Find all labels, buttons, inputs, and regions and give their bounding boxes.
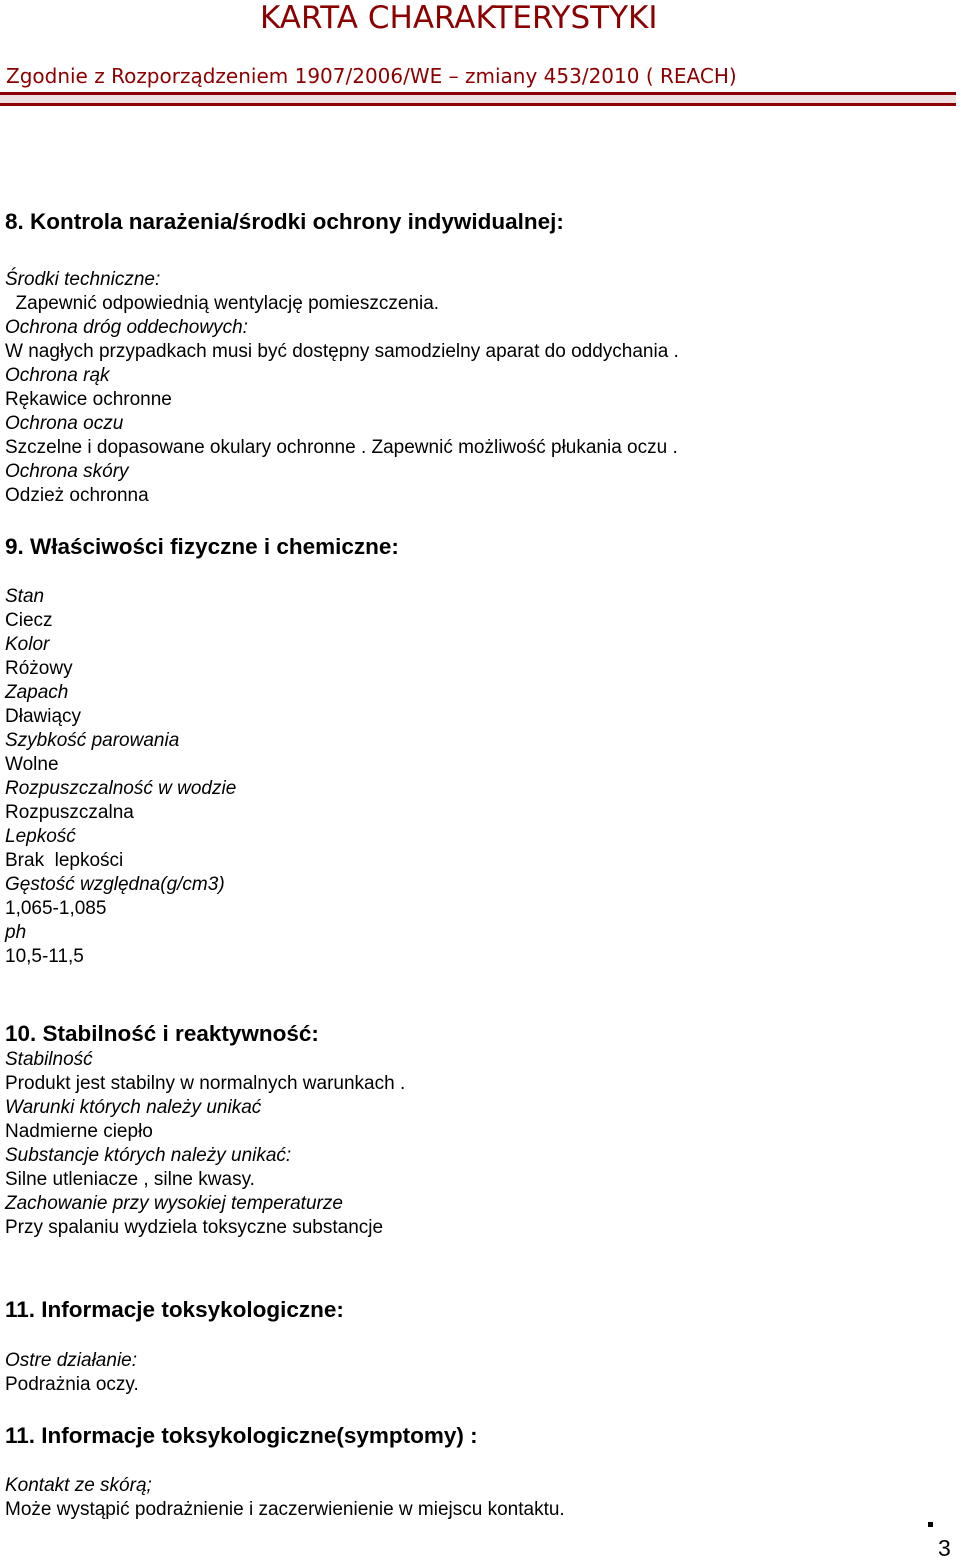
label-srodki-techniczne: Środki techniczne: xyxy=(5,269,161,290)
value-warunki-unikac: Nadmierne ciepło xyxy=(5,1121,153,1142)
value-ostre-dzialanie: Podrażnia oczy. xyxy=(5,1374,139,1395)
value-rozpuszczalnosc: Rozpuszczalna xyxy=(5,802,134,823)
label-ostre-dzialanie: Ostre działanie: xyxy=(5,1350,138,1371)
label-substancje-unikac: Substancje których należy unikać: xyxy=(5,1145,292,1166)
value-kontakt-ze-skora: Może wystąpić podrażnienie i zaczerwienienie w miejscu kontaktu. xyxy=(5,1499,565,1520)
header-divider xyxy=(0,92,956,106)
value-zapach: Dławiący xyxy=(5,706,82,727)
label-zapach: Zapach xyxy=(5,682,69,703)
label-ochrona-drog-oddechowych: Ochrona dróg oddechowych: xyxy=(5,317,248,338)
label-szybkosc-parowania: Szybkość parowania xyxy=(5,730,180,751)
label-gestosc-wzgledna: Gęstość względna(g/cm3) xyxy=(5,874,225,895)
corner-mark xyxy=(928,1522,933,1527)
value-ochrona-rak: Rękawice ochronne xyxy=(5,389,172,410)
header-subtitle: Zgodnie z Rozporządzeniem 1907/2006/WE – zmiany 453/2010 ( REACH) xyxy=(6,64,737,88)
value-ochrona-skory: Odzież ochronna xyxy=(5,485,149,506)
value-ph: 10,5-11,5 xyxy=(5,946,84,967)
label-kolor: Kolor xyxy=(5,634,50,655)
section-10-heading: 10. Stabilność i reaktywność: xyxy=(5,1021,319,1046)
value-lepkosc: Brak lepkości xyxy=(5,850,124,871)
label-ochrona-skory: Ochrona skóry xyxy=(5,461,129,482)
value-wysoka-temperatura: Przy spalaniu wydziela toksyczne substancje xyxy=(5,1217,384,1238)
label-ochrona-rak: Ochrona rąk xyxy=(5,365,110,386)
label-warunki-unikac: Warunki których należy unikać xyxy=(5,1097,262,1118)
header-title: KARTA CHARAKTERYSTYKI xyxy=(260,0,658,36)
label-wysoka-temperatura: Zachowanie przy wysokiej temperaturze xyxy=(5,1193,343,1214)
value-kolor: Różowy xyxy=(5,658,73,679)
section-11-symptoms-heading: 11. Informacje toksykologiczne(symptomy) : xyxy=(5,1423,478,1448)
label-rozpuszczalnosc: Rozpuszczalność w wodzie xyxy=(5,778,237,799)
label-ph: ph xyxy=(5,922,27,943)
label-kontakt-ze-skora: Kontakt ze skórą; xyxy=(5,1475,152,1496)
label-ochrona-oczu: Ochrona oczu xyxy=(5,413,124,434)
value-ochrona-oczu: Szczelne i dopasowane okulary ochronne . Zapewnić możliwość płukania oczu . xyxy=(5,437,678,458)
value-srodki-techniczne: Zapewnić odpowiednią wentylację pomieszczenia. xyxy=(5,293,440,314)
value-szybkosc-parowania: Wolne xyxy=(5,754,59,775)
page-number: 3 xyxy=(938,1535,951,1561)
label-stan: Stan xyxy=(5,586,45,607)
value-stan: Ciecz xyxy=(5,610,53,631)
value-stabilnosc: Produkt jest stabilny w normalnych warunkach . xyxy=(5,1073,406,1094)
label-stabilnosc: Stabilność xyxy=(5,1049,93,1070)
section-9-heading: 9. Właściwości fizyczne i chemiczne: xyxy=(5,534,399,559)
section-8-heading: 8. Kontrola narażenia/środki ochrony indywidualnej: xyxy=(5,209,564,234)
value-gestosc-wzgledna: 1,065-1,085 xyxy=(5,898,107,919)
label-lepkosc: Lepkość xyxy=(5,826,76,847)
value-substancje-unikac: Silne utleniacze , silne kwasy. xyxy=(5,1169,255,1190)
value-ochrona-drog-oddechowych: W nagłych przypadkach musi być dostępny samodzielny aparat do oddychania . xyxy=(5,341,679,362)
section-11-heading: 11. Informacje toksykologiczne: xyxy=(5,1297,344,1322)
